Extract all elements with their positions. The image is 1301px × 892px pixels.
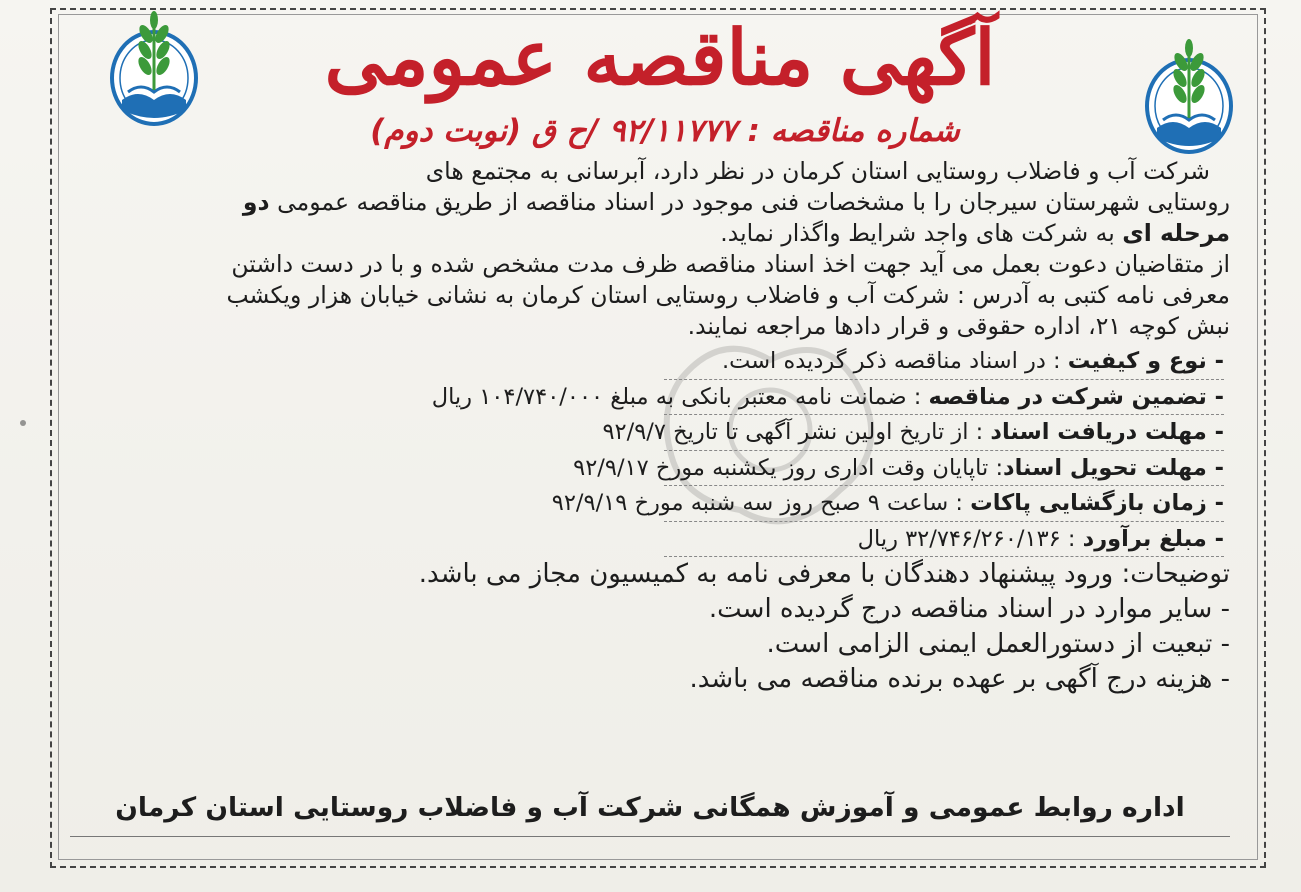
intro-line-1: شرکت آب و فاضلاب روستایی استان کرمان در نظر دارد، آبرسانی به مجتمع های (425, 157, 1210, 185)
invitation-line-3: نبش کوچه ۲۱، اداره حقوقی و قرار دادها مراجعه نمایند. (687, 312, 1230, 340)
intro-line-2: روستایی شهرستان سیرجان را با مشخصات فنی موجود در اسناد مناقصه از طریق مناقصه عمومی (277, 188, 1230, 216)
note-item: - هزینه درج آگهی بر عهده برنده مناقصه می باشد. (689, 664, 1230, 694)
intro-line-3: به شرکت های واجد شرایط واگذار نماید. (720, 219, 1115, 247)
intro-paragraph (88, 156, 1230, 249)
invitation-line-1: از متقاضیان دعوت بعمل می آید جهت اخذ اسناد مناقصه ظرف مدت مشخص شده و با در دست داشتن (231, 250, 1230, 278)
print-speck (20, 420, 26, 426)
detail-label: - مهلت تحویل اسناد (1003, 454, 1224, 481)
invitation-paragraph (88, 249, 1230, 342)
invitation-line-2: معرفی نامه کتبی به آدرس : شرکت آب و فاضلاب روستایی استان کرمان به نشانی خیابان هزار ویکشب (226, 281, 1230, 309)
detail-value: : تاپایان وقت اداری روز یکشنبه مورخ ۹۲/۹/۱۷ (573, 454, 1004, 481)
detail-value: : از تاریخ اولین نشر آگهی تا تاریخ ۹۲/۹/۷ (602, 419, 991, 445)
detail-receive-deadline (602, 415, 1224, 451)
note-item: توضیحات: ورود پیشنهاد دهندگان با معرفی نامه به کمیسیون مجاز می باشد. (418, 559, 1230, 589)
water-wheat-emblem-icon (108, 8, 200, 126)
detail-label: - مهلت دریافت اسناد (990, 419, 1224, 445)
detail-value: : ۳۲/۷۴۶/۲۶۰/۱۳۶ ریال (857, 525, 1083, 552)
detail-label: - نوع و کیفیت (1067, 348, 1224, 374)
detail-estimate (664, 522, 1224, 558)
detail-opening-time (551, 486, 1224, 522)
footer-divider (70, 836, 1230, 837)
issuer-footer: اداره روابط عمومی و آموزش همگانی شرکت آب و فاضلاب روستایی استان کرمان (115, 792, 1185, 823)
note-item: - تبعیت از دستورالعمل ایمنی الزامی است. (766, 629, 1230, 659)
detail-label: - زمان بازگشایی پاکات (970, 490, 1224, 516)
detail-value: : در اسناد مناقصه ذکر گردیده است. (721, 348, 1068, 374)
detail-guarantee (431, 380, 1224, 416)
tender-number: شماره مناقصه : ۹۲/۱۱۷۷۷ /ح ق (نوبت دوم) (370, 113, 960, 149)
intro-line-2-bold: دو (242, 188, 270, 216)
detail-label: - مبلغ برآورد (1082, 525, 1224, 552)
detail-label: - تضمین شرکت در مناقصه (928, 383, 1224, 410)
notice-body (88, 156, 1230, 697)
notice-title: آگهی مناقصه عمومی (324, 13, 996, 102)
detail-type-quality (664, 344, 1224, 380)
intro-line-3-bold: مرحله ای (1122, 219, 1230, 247)
note-item: - سایر موارد در اسناد مناقصه درج گردیده است. (708, 594, 1230, 624)
detail-submit-deadline (573, 451, 1224, 487)
detail-value: : ساعت ۹ صبح روز سه شنبه مورخ ۹۲/۹/۱۹ (551, 490, 971, 516)
notes-list (88, 557, 1230, 697)
detail-value: : ضمانت نامه معتبر بانکی به مبلغ ۱۰۴/۷۴۰/۰۰۰ ریال (431, 383, 929, 410)
tender-details-list (88, 344, 1230, 557)
water-wheat-emblem-icon (1143, 36, 1235, 154)
